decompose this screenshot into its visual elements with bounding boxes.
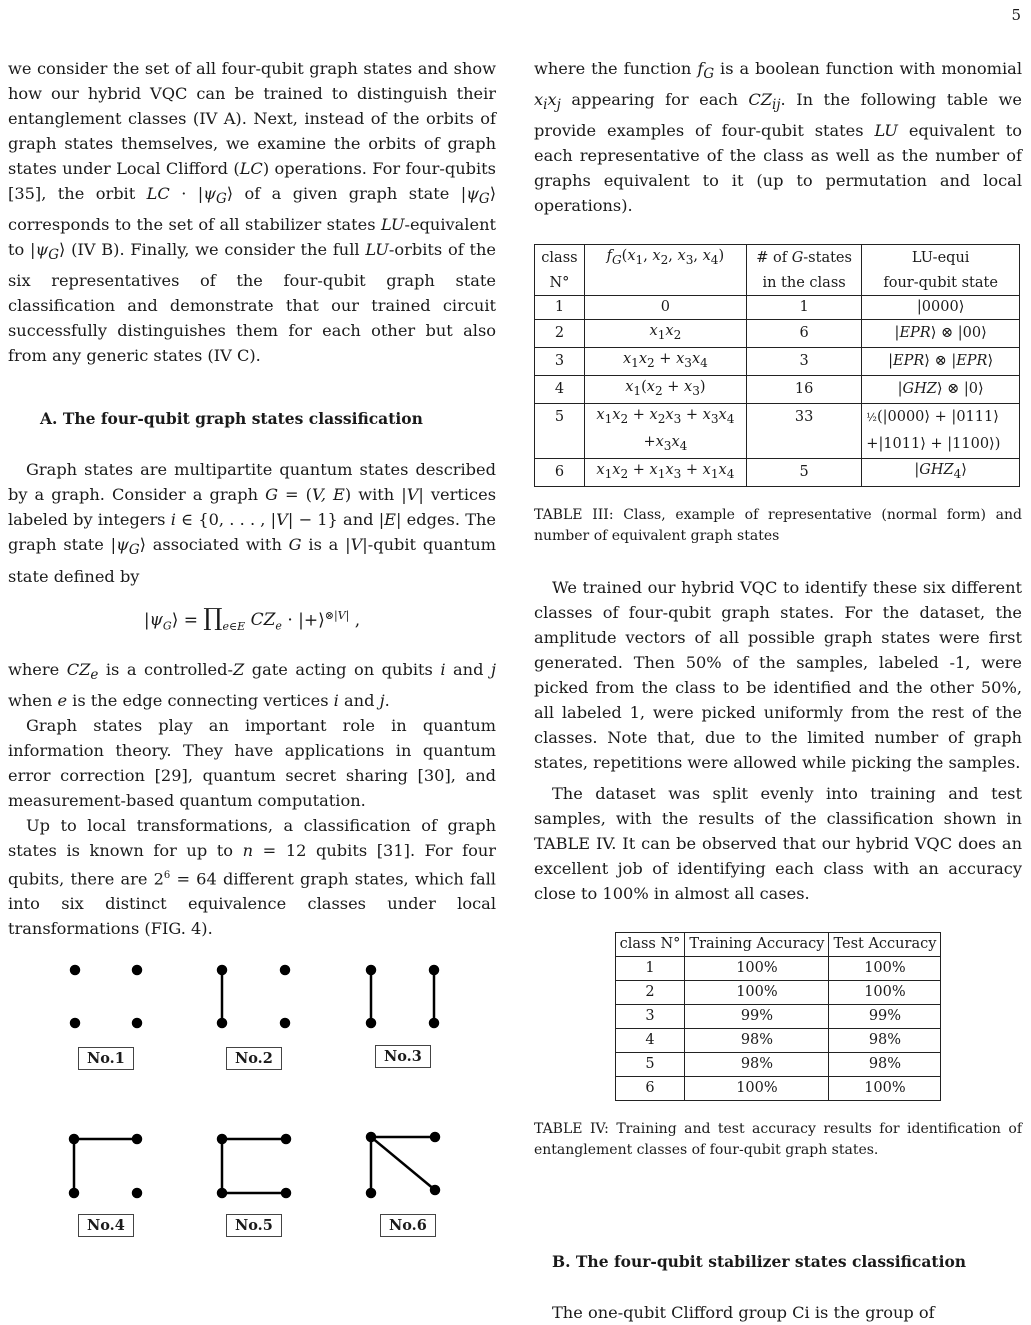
section-b-heading: B. The four-qubit stabilizer states classification: [552, 1251, 967, 1271]
table-cell: $+x_3x_4$: [584, 431, 746, 458]
table-cell: 98%: [829, 1052, 941, 1076]
table-row: [535, 458, 1020, 486]
graph-no6: [367, 1133, 439, 1197]
table-cell: 0: [584, 296, 746, 320]
table-cell: 98%: [829, 1028, 941, 1052]
intro-paragraph: we consider the set of all four-qubit graph states and show how our hybrid VQC can be trained to distinguish their entanglement classes (IV A). Next, instead of the orbits of graph states themselves, we examine the orbits of graph states under Local Clifford (LC) operations. For four-qubits [35], the orbit LC · $|\psi_G⟩$ of a given graph state $|\psi_G⟩$ corresponds to the set of all stabilizer states LU-equivalent to $|\psi_G⟩$ (IV B). Finally, we consider the full LU-orbits of the six representatives of the four-qubit graph state classification and demonstrate that our trained circuit successfully distinguishes them for each other but also from any generic states (IV C).: [8, 59, 497, 366]
table-iii: [534, 244, 1020, 486]
table-row: [535, 348, 1020, 376]
table-header-cell: # of G-states: [746, 245, 861, 272]
table-cell: 100%: [829, 980, 941, 1004]
table-cell: |GHZ⟩ ⊗ |0⟩: [862, 376, 1020, 404]
classification-paragraph: Up to local transformations, a classification of graph states is known for up to n = 12 qubits [31]. For four qubits, there are $2^6 = 64$ different graph states, which fall into six distinct equivalence classes under local transformations (FIG. 4).: [8, 815, 496, 939]
table-cell: 1: [746, 296, 861, 320]
graph-intro-paragraph: Graph states are multipartite quantum states described by a graph. Consider a graph G = (V, E) with |V| vertices labeled by integers i ∈ {0, . . . , |V| − 1} and |E| edges. The graph state $|\psi_G⟩$ associated with G is a |V|-qubit quantum state defined by: [8, 460, 497, 586]
graph-classes-figure: [48, 950, 468, 1250]
graph-no2: [218, 966, 289, 1027]
table-header-cell: Test Accuracy: [829, 932, 941, 956]
table-header-cell: N°: [535, 272, 585, 296]
table-cell: 2: [535, 320, 585, 348]
table-row: [615, 1052, 941, 1076]
table-row: [535, 296, 1020, 320]
trained-paragraph: We trained our hybrid VQC to identify these six different classes of four-qubit graph states. For the dataset, the amplitude vectors of all possible graph states were first generated. Then 50% of the samples, labeled -1, were picked from the class to be identified and the other 50%, all labeled 1, were picked uniformly from the rest of the classes. Note that, due to the limited number of graph states, repetitions were allowed while picking the samples.: [534, 577, 1022, 772]
section-b-paragraph: The one-qubit Clifford group Ci is the group of: [552, 1302, 935, 1322]
table-cell: 1: [615, 956, 685, 980]
table-header-cell: $f_G(x_1$, $x_2$, $x_3$, $x_4$): [584, 245, 746, 272]
table-iii-caption: TABLE III: Class, example of representative (normal form) and number of equivalent graph states: [534, 506, 1022, 544]
table-cell: $x_1x_2 + x_3x_4$: [584, 348, 746, 376]
graph-no4: [70, 1135, 141, 1197]
table-header-cell: in the class: [746, 272, 861, 296]
table-header-cell: four-qubit state: [862, 272, 1020, 296]
table-cell: 5: [746, 458, 861, 486]
table-cell: |EPR⟩ ⊗ |EPR⟩: [862, 348, 1020, 376]
right-column: [534, 56, 1022, 1325]
table-row: [535, 320, 1020, 348]
table-iv-caption: TABLE IV: Training and test accuracy results for identification of entanglement classes of four-qubit graph states.: [534, 1120, 1022, 1158]
fg-paragraph: where the function $f_G$ is a boolean function with monomial $x_ix_j$ appearing for each $CZ_{ij}$. In the following table we provide examples of four-qubit states LU equivalent to each representative of the class as well as the number of graphs equivalent to it (up to permutation and local operations).: [534, 59, 1022, 216]
section-a-heading: A. The four-qubit graph states classification: [40, 409, 423, 429]
table-cell: 100%: [829, 956, 941, 980]
graph-label-no5: No.5: [226, 1214, 282, 1237]
table-row: [615, 932, 941, 956]
table-cell: +|1011⟩ + |1100⟩): [862, 431, 1020, 458]
table-row: [615, 980, 941, 1004]
graph-no3: [367, 966, 438, 1027]
graph-label-no3: No.3: [375, 1045, 431, 1068]
table-cell: $x_1x_2 + x_1x_3 + x_1x_4$: [584, 458, 746, 486]
table-header-cell: class N°: [615, 932, 685, 956]
table-cell: |EPR⟩ ⊗ |00⟩: [862, 320, 1020, 348]
table-cell: 3: [535, 348, 585, 376]
table-row: [535, 272, 1020, 296]
table-cell: 5: [615, 1052, 685, 1076]
graph-no5: [218, 1135, 290, 1197]
page-number: 5: [1011, 6, 1021, 24]
table-cell: 100%: [685, 980, 829, 1004]
table-cell: |0000⟩: [862, 296, 1020, 320]
table-cell: 3: [615, 1004, 685, 1028]
table-cell: 98%: [685, 1028, 829, 1052]
table-cell: 4: [535, 376, 585, 404]
table-cell: $x_1x_2$: [584, 320, 746, 348]
table-cell: 4: [615, 1028, 685, 1052]
table-cell: 1: [535, 296, 585, 320]
table-cell: 5: [535, 404, 585, 431]
table-header-cell: class: [535, 245, 585, 272]
table-cell: 100%: [685, 1076, 829, 1100]
graph-label-no2: No.2: [226, 1047, 282, 1070]
table-row: [535, 431, 1020, 458]
graph-label-no1: No.1: [78, 1047, 134, 1070]
table-cell: 33: [746, 404, 861, 431]
graph-label-no6: No.6: [380, 1214, 436, 1237]
table-cell: 3: [746, 348, 861, 376]
table-cell: $x_1(x_2 + x_3)$: [584, 376, 746, 404]
table-row: [615, 1028, 941, 1052]
graph-label-no4: No.4: [78, 1214, 134, 1237]
dataset-paragraph: The dataset was split evenly into training and test samples, with the results of the classification shown in TABLE IV. It can be observed that our hybrid VQC does an excellent job of identifying each class with an accuracy close to 100% in almost all cases.: [534, 783, 1022, 903]
table-header-cell: Training Accuracy: [685, 932, 829, 956]
table-iv: [615, 932, 942, 1101]
table-row: [535, 245, 1020, 272]
table-cell: 6: [746, 320, 861, 348]
table-cell: 6: [615, 1076, 685, 1100]
graph-state-equation: $|\psi_G⟩$ = $\prod_{e\in E}$ $CZ_e$ · |+⟩$^{\otimes|V|}$ ,: [143, 603, 361, 633]
cz-paragraph: where $CZ_e$ is a controlled-Z gate acting on qubits i and j when e is the edge connecting vertices i and j.: [8, 659, 496, 710]
graph-no1: [71, 966, 141, 1027]
table-cell: 100%: [685, 956, 829, 980]
role-paragraph: Graph states play an important role in quantum information theory. They have applications in quantum error correction [29], quantum secret sharing [30], and measurement-based quantum computation.: [8, 715, 496, 810]
table-cell: 100%: [829, 1076, 941, 1100]
table-row: [535, 376, 1020, 404]
table-cell: 99%: [685, 1004, 829, 1028]
table-header-cell: LU-equi: [862, 245, 1020, 272]
table-row: [615, 1004, 941, 1028]
table-cell: ½(|0000⟩ + |0111⟩: [862, 404, 1020, 431]
table-cell: 99%: [829, 1004, 941, 1028]
table-row: [535, 404, 1020, 431]
table-cell: 16: [746, 376, 861, 404]
table-cell: 6: [535, 458, 585, 486]
table-row: [615, 956, 941, 980]
table-row: [615, 1076, 941, 1100]
table-cell: 2: [615, 980, 685, 1004]
table-cell: 98%: [685, 1052, 829, 1076]
left-column: [8, 56, 496, 941]
table-cell: $|GHZ_4⟩$: [862, 458, 1020, 486]
table-cell: $x_1x_2 + x_2x_3 + x_3x_4$: [584, 404, 746, 431]
